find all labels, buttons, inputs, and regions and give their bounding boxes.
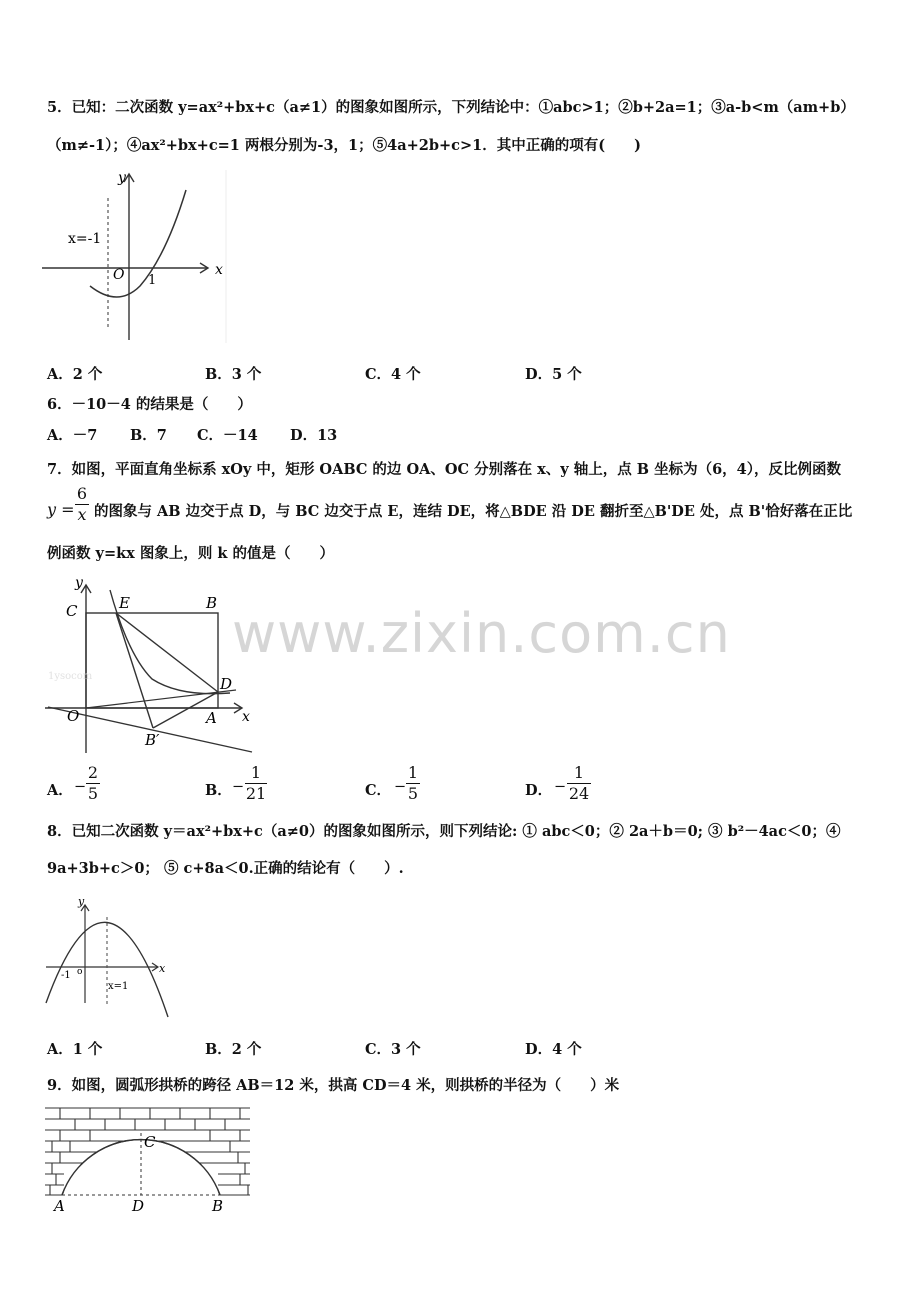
q7-option-b-label[interactable]: B．	[205, 782, 232, 799]
q7-option-d-fraction	[567, 764, 591, 803]
q9-stem: 9．如图，圆弧形拱桥的跨径 AB＝12 米，拱高 CD＝4 米，则拱桥的半径为（ ）米	[47, 1077, 620, 1094]
q7-fraction-numerator: 6	[76, 484, 88, 503]
q7-option-a-sign: −	[74, 779, 87, 795]
q8-stem-line2: 9a+3b+c＞0； ⑤ c+8a＜0.正确的结论有（ ）.	[47, 860, 404, 877]
q7-option-c-label[interactable]: C．	[365, 782, 392, 799]
q5-option-a[interactable]: A．2 个	[47, 366, 103, 383]
q6-option-a[interactable]: A．－7	[47, 427, 98, 444]
q5-figure	[40, 168, 240, 348]
q7-label-y: y	[75, 575, 83, 591]
q7-option-d-sign: −	[554, 779, 567, 795]
q7-label-x: x	[242, 709, 250, 725]
q7-fraction-denominator: x	[77, 505, 87, 524]
q5-stem-line1: 5．已知：二次函数 y=ax²+bx+c（a≠1）的图象如图所示，下列结论中：①abc>1；②b+2a=1；③a-b<m（am+b）	[47, 99, 855, 116]
q8-label-neg1: -1	[61, 970, 71, 981]
q7-option-b-fraction	[245, 764, 267, 803]
q8-option-c[interactable]: C．3 个	[365, 1041, 421, 1058]
q7-option-a-fraction	[86, 764, 100, 803]
q5-stem-line2: （m≠-1）；④ax²+bx+c=1 两根分别为-3，1；⑤4a+2b+c>1．其中正确的项有( )	[47, 137, 641, 154]
q7-option-d-label[interactable]: D．	[525, 782, 553, 799]
q6-option-b[interactable]: B．7	[130, 427, 167, 444]
q7-stem-line2: 的图象与 AB 边交于点 D，与 BC 边交于点 E，连结 DE，将△BDE 沿 DE 翻折至△B'DE 处，点 B'恰好落在正比	[94, 503, 853, 520]
q8-label-x: x	[159, 962, 166, 975]
q8-label-o: o	[77, 967, 83, 977]
q6-option-c[interactable]: C．－14	[197, 427, 258, 444]
watermark: www.zixin.com.cn	[232, 602, 731, 665]
q7-function-lhs: y =	[47, 500, 75, 519]
q7-label-c: C	[66, 602, 78, 620]
q7-option-d-num: 1	[573, 763, 585, 782]
q9-label-d: D	[132, 1197, 145, 1215]
q9-label-a: A	[54, 1197, 65, 1215]
q6-stem: 6．－10－4 的结果是（ ）	[47, 396, 252, 413]
q7-option-a-label[interactable]: A．	[47, 782, 73, 799]
q7-option-c-den: 5	[407, 784, 419, 803]
q7-stem-line1: 7．如图，平面直角坐标系 xOy 中，矩形 OABC 的边 OA、OC 分别落在 x、y 轴上，点 B 坐标为（6，4），反比例函数	[47, 461, 842, 478]
q7-option-c-num: 1	[407, 763, 419, 782]
q7-segment-de	[116, 613, 218, 692]
q5-symmetry-label: x=-1	[68, 231, 102, 247]
q7-option-b-den: 21	[245, 784, 267, 803]
q8-option-a[interactable]: A．1 个	[47, 1041, 103, 1058]
q8-label-sym: x=1	[108, 981, 129, 992]
q7-label-o: O	[67, 707, 80, 725]
q5-option-b[interactable]: B．3 个	[205, 366, 262, 383]
q7-label-d: D	[220, 675, 233, 693]
q8-label-y: y	[78, 895, 85, 908]
q7-option-a-den: 5	[87, 784, 99, 803]
q8-stem-line1: 8．已知二次函数 y＝ax²+bx+c（a≠0）的图象如图所示，则下列结论: ① abc＜0；② 2a＋b＝0; ③ b²－4ac＜0；④	[47, 823, 841, 840]
q7-option-d-den: 24	[568, 784, 590, 803]
q7-stem-line3: 例函数 y=kx 图象上，则 k 的值是（ ）	[47, 545, 335, 562]
q5-x-label: x	[215, 262, 223, 278]
q7-label-b-prime: B′	[145, 731, 160, 749]
q8-figure	[40, 893, 180, 1025]
q7-option-c-fraction	[406, 764, 420, 803]
q5-tick-1: 1	[148, 273, 157, 288]
q7-label-a: A	[206, 709, 217, 727]
q7-label-e: E	[119, 594, 130, 612]
q6-option-d[interactable]: D．13	[290, 427, 338, 444]
q7-option-b-num: 1	[250, 763, 262, 782]
q9-label-b: B	[212, 1197, 224, 1215]
q5-y-label: y	[118, 170, 126, 186]
q7-option-a-num: 2	[87, 763, 99, 782]
q5-option-d[interactable]: D．5 个	[525, 366, 582, 383]
q7-option-b-sign: −	[232, 779, 245, 795]
q7-function-fraction	[75, 485, 89, 524]
q7-segment-od	[86, 690, 236, 708]
q8-option-d[interactable]: D．4 个	[525, 1041, 582, 1058]
q9-label-c: C	[144, 1133, 156, 1151]
q7-segment-eb-prime	[116, 613, 153, 728]
q5-option-c[interactable]: C．4 个	[365, 366, 421, 383]
q7-figure	[40, 575, 260, 755]
q5-origin-label: O	[113, 267, 125, 283]
q7-label-b: B	[206, 594, 218, 612]
q5-parabola	[90, 190, 186, 297]
q7-option-c-sign: −	[394, 779, 407, 795]
q8-option-b[interactable]: B．2 个	[205, 1041, 262, 1058]
q9-bridge-figure	[40, 1105, 255, 1217]
q7-faint-mark: 1ysocom	[48, 671, 93, 682]
